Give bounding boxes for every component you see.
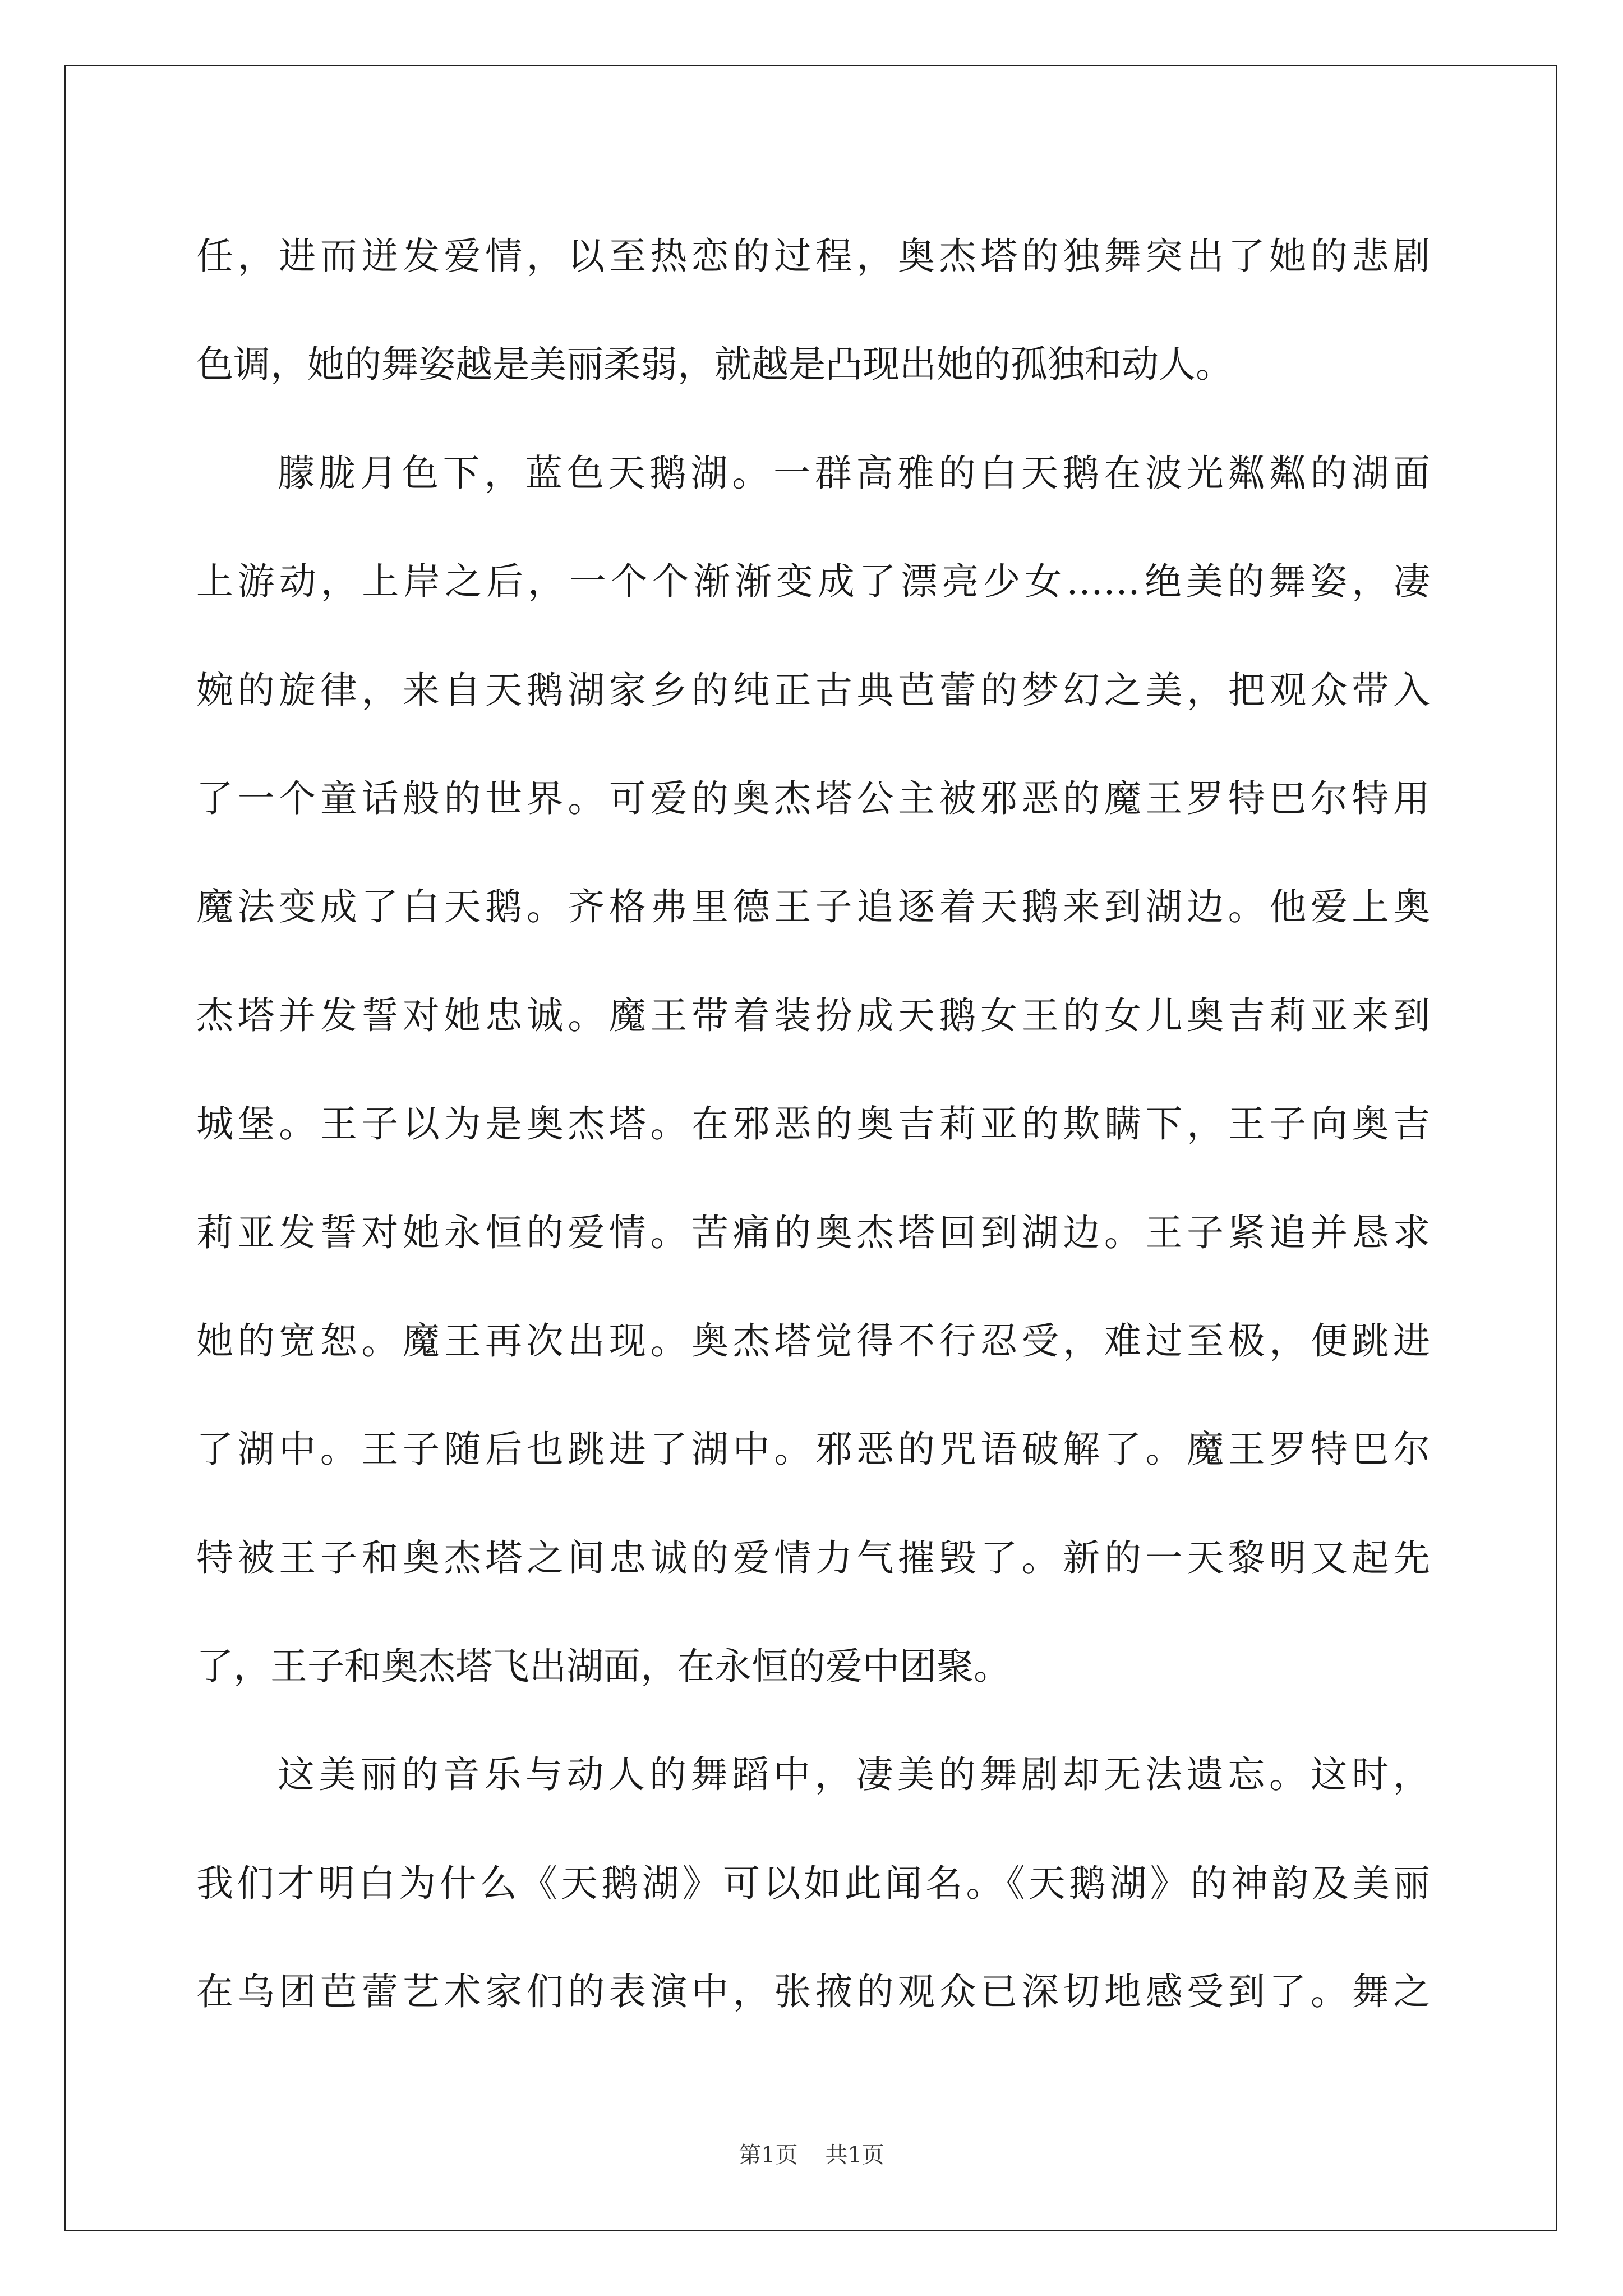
text-line: 了一个童话般的世界。可爱的奥杰塔公主被邪恶的魔王罗特巴尔特用 <box>196 776 1430 820</box>
page-number: 第1页 <box>739 2142 798 2168</box>
text-line: 这美丽的音乐与动人的舞蹈中，凄美的舞剧却无法遗忘。这时， <box>278 1753 1430 1797</box>
text-line: 莉亚发誓对她永恒的爱情。苦痛的奥杰塔回到湖边。王子紧追并恳求 <box>196 1211 1430 1254</box>
text-line: 任，进而迸发爱情，以至热恋的过程，奥杰塔的独舞突出了她的悲剧 <box>196 234 1430 278</box>
text-line: 了，王子和奥杰塔飞出湖面，在永恒的爱中团聚。 <box>196 1645 1011 1688</box>
text-line: 在乌团芭蕾艺术家们的表演中，张掖的观众已深切地感受到了。舞之 <box>196 1970 1430 2014</box>
text-line: 杰塔并发誓对她忠诚。魔王带着装扮成天鹅女王的女儿奥吉莉亚来到 <box>196 993 1430 1037</box>
text-line: 城堡。王子以为是奥杰塔。在邪恶的奥吉莉亚的欺瞒下，王子向奥吉 <box>196 1102 1430 1146</box>
text-line: 婉的旋律，来自天鹅湖家乡的纯正古典芭蕾的梦幻之美，把观众带入 <box>196 668 1430 712</box>
text-line: 我们才明白为什么《天鹅湖》可以如此闻名。《天鹅湖》的神韵及美丽 <box>196 1861 1430 1905</box>
text-line: 她的宽恕。魔王再次出现。奥杰塔觉得不行忍受，难过至极，便跳进 <box>196 1319 1430 1363</box>
text-line: 特被王子和奥杰塔之间忠诚的爱情力气摧毁了。新的一天黎明又起先 <box>196 1536 1430 1580</box>
page-total: 共1页 <box>825 2142 884 2168</box>
text-line: 色调，她的舞姿越是美丽柔弱，就越是凸现出她的孤独和动人。 <box>196 343 1233 386</box>
page-footer <box>0 2137 1623 2169</box>
text-line: 了湖中。王子随后也跳进了湖中。邪恶的咒语破解了。魔王罗特巴尔 <box>196 1428 1430 1471</box>
text-line: 上游动，上岸之后，一个个渐渐变成了漂亮少女……绝美的舞姿，凄 <box>196 560 1430 604</box>
document-body <box>196 202 1430 2046</box>
text-line: 魔法变成了白天鹅。齐格弗里德王子追逐着天鹅来到湖边。他爱上奥 <box>196 885 1430 929</box>
text-line: 朦胧月色下，蓝色天鹅湖。一群高雅的白天鹅在波光粼粼的湖面 <box>278 451 1430 495</box>
